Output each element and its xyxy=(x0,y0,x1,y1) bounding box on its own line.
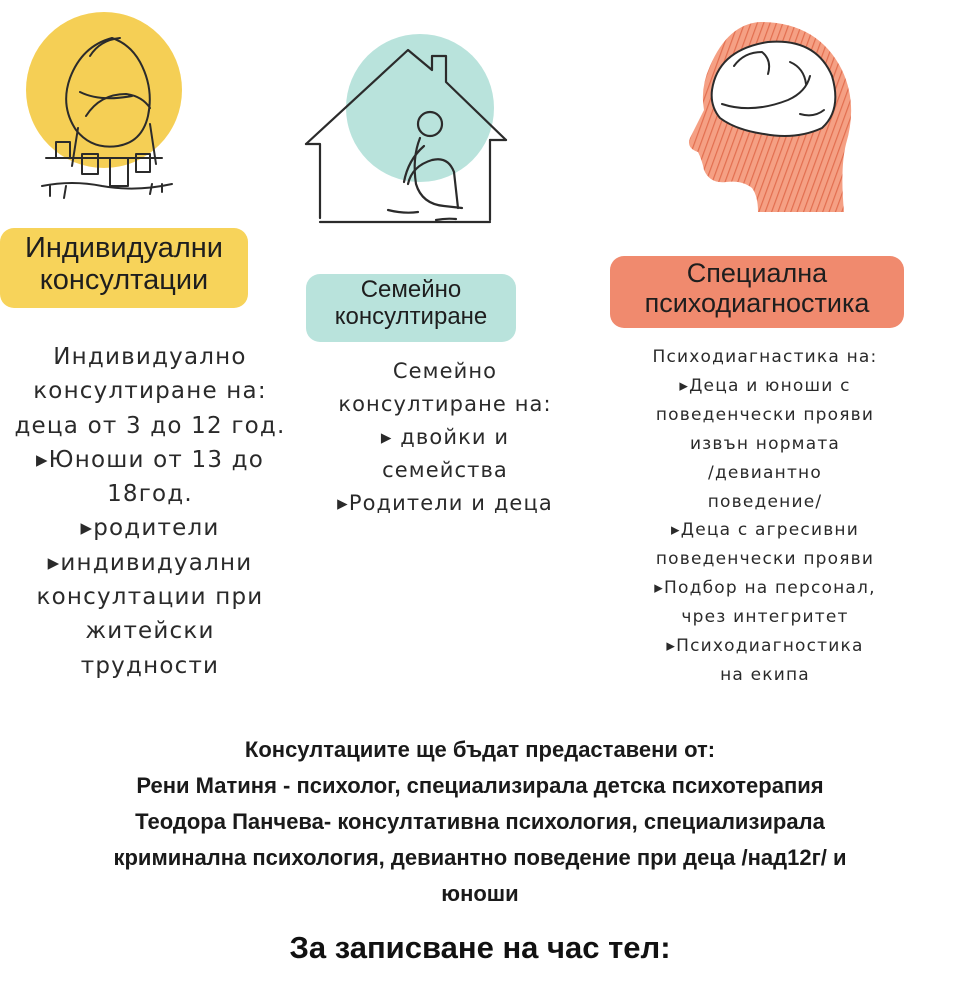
description-line: извън нормата xyxy=(689,433,841,454)
description-line: ▸ двойки и xyxy=(380,425,510,449)
presenters-line: юноши xyxy=(441,881,519,906)
description-line: /девиантно xyxy=(708,462,822,483)
description-line: ▸Подбор на персонал, xyxy=(654,578,876,599)
presenters-info xyxy=(0,732,960,912)
service-description-family xyxy=(300,355,590,520)
description-line: ▸Деца с агресивни xyxy=(671,520,859,541)
description-line: консултиране на: xyxy=(338,392,552,416)
description-line: ▸Юноши от 13 до xyxy=(35,446,265,473)
presenters-line: криминална психология, девиантно поведение при деца /над12г/ и xyxy=(113,845,847,870)
title-line: консултации xyxy=(39,264,209,297)
hugging-knees-person-icon xyxy=(20,8,220,208)
description-line: поведение/ xyxy=(707,491,823,512)
service-description-psychodiagnostics xyxy=(605,343,925,690)
description-line: ▸Родители и деца xyxy=(337,491,553,515)
description-line: 18год. xyxy=(107,481,193,508)
booking-phone-heading: За записване на час тел: xyxy=(289,930,671,965)
title-line: Специална xyxy=(686,258,828,288)
description-line: ▸индивидуални xyxy=(47,549,253,576)
presenters-line: Теодора Панчева- консултативна психология, специализирала xyxy=(135,809,825,834)
service-description-individual xyxy=(0,340,300,683)
house-sitting-person-icon xyxy=(296,22,516,242)
description-line: поведенчески прояви xyxy=(655,549,875,570)
description-line: ▸родители xyxy=(80,515,220,542)
presenters-line: Рени Матиня - психолог, специализирала детска психотерапия xyxy=(136,773,824,798)
description-line: ▸Психодиагностика xyxy=(666,636,864,657)
description-line: консултации при xyxy=(36,584,264,611)
title-line: психодиагностика xyxy=(644,288,870,319)
description-line: чрез интегритет xyxy=(681,607,849,628)
description-line: трудности xyxy=(80,652,220,679)
description-line: консултиране на: xyxy=(33,378,267,405)
description-line: ▸Деца и юноши с xyxy=(679,375,851,396)
head-curled-person-icon xyxy=(650,18,880,218)
description-line: поведенчески прояви xyxy=(655,404,875,425)
service-title-psychodiagnostics xyxy=(610,256,904,328)
service-title-individual xyxy=(0,228,248,308)
description-line: житейски xyxy=(85,618,215,645)
description-line: Индивидуално xyxy=(53,344,247,370)
description-line: Семейно xyxy=(392,359,498,383)
description-line: семейства xyxy=(382,458,508,482)
description-line: Психодиагнастика на: xyxy=(652,347,878,367)
title-line: Семейно xyxy=(360,276,462,303)
description-line: на екипа xyxy=(720,664,810,685)
description-line: деца от 3 до 12 год. xyxy=(14,412,286,439)
title-line: консултиране xyxy=(334,302,488,330)
service-title-family xyxy=(306,274,516,342)
title-line: Индивидуални xyxy=(25,232,223,264)
presenters-line: Консултациите ще бъдат предаставени от: xyxy=(244,737,716,762)
